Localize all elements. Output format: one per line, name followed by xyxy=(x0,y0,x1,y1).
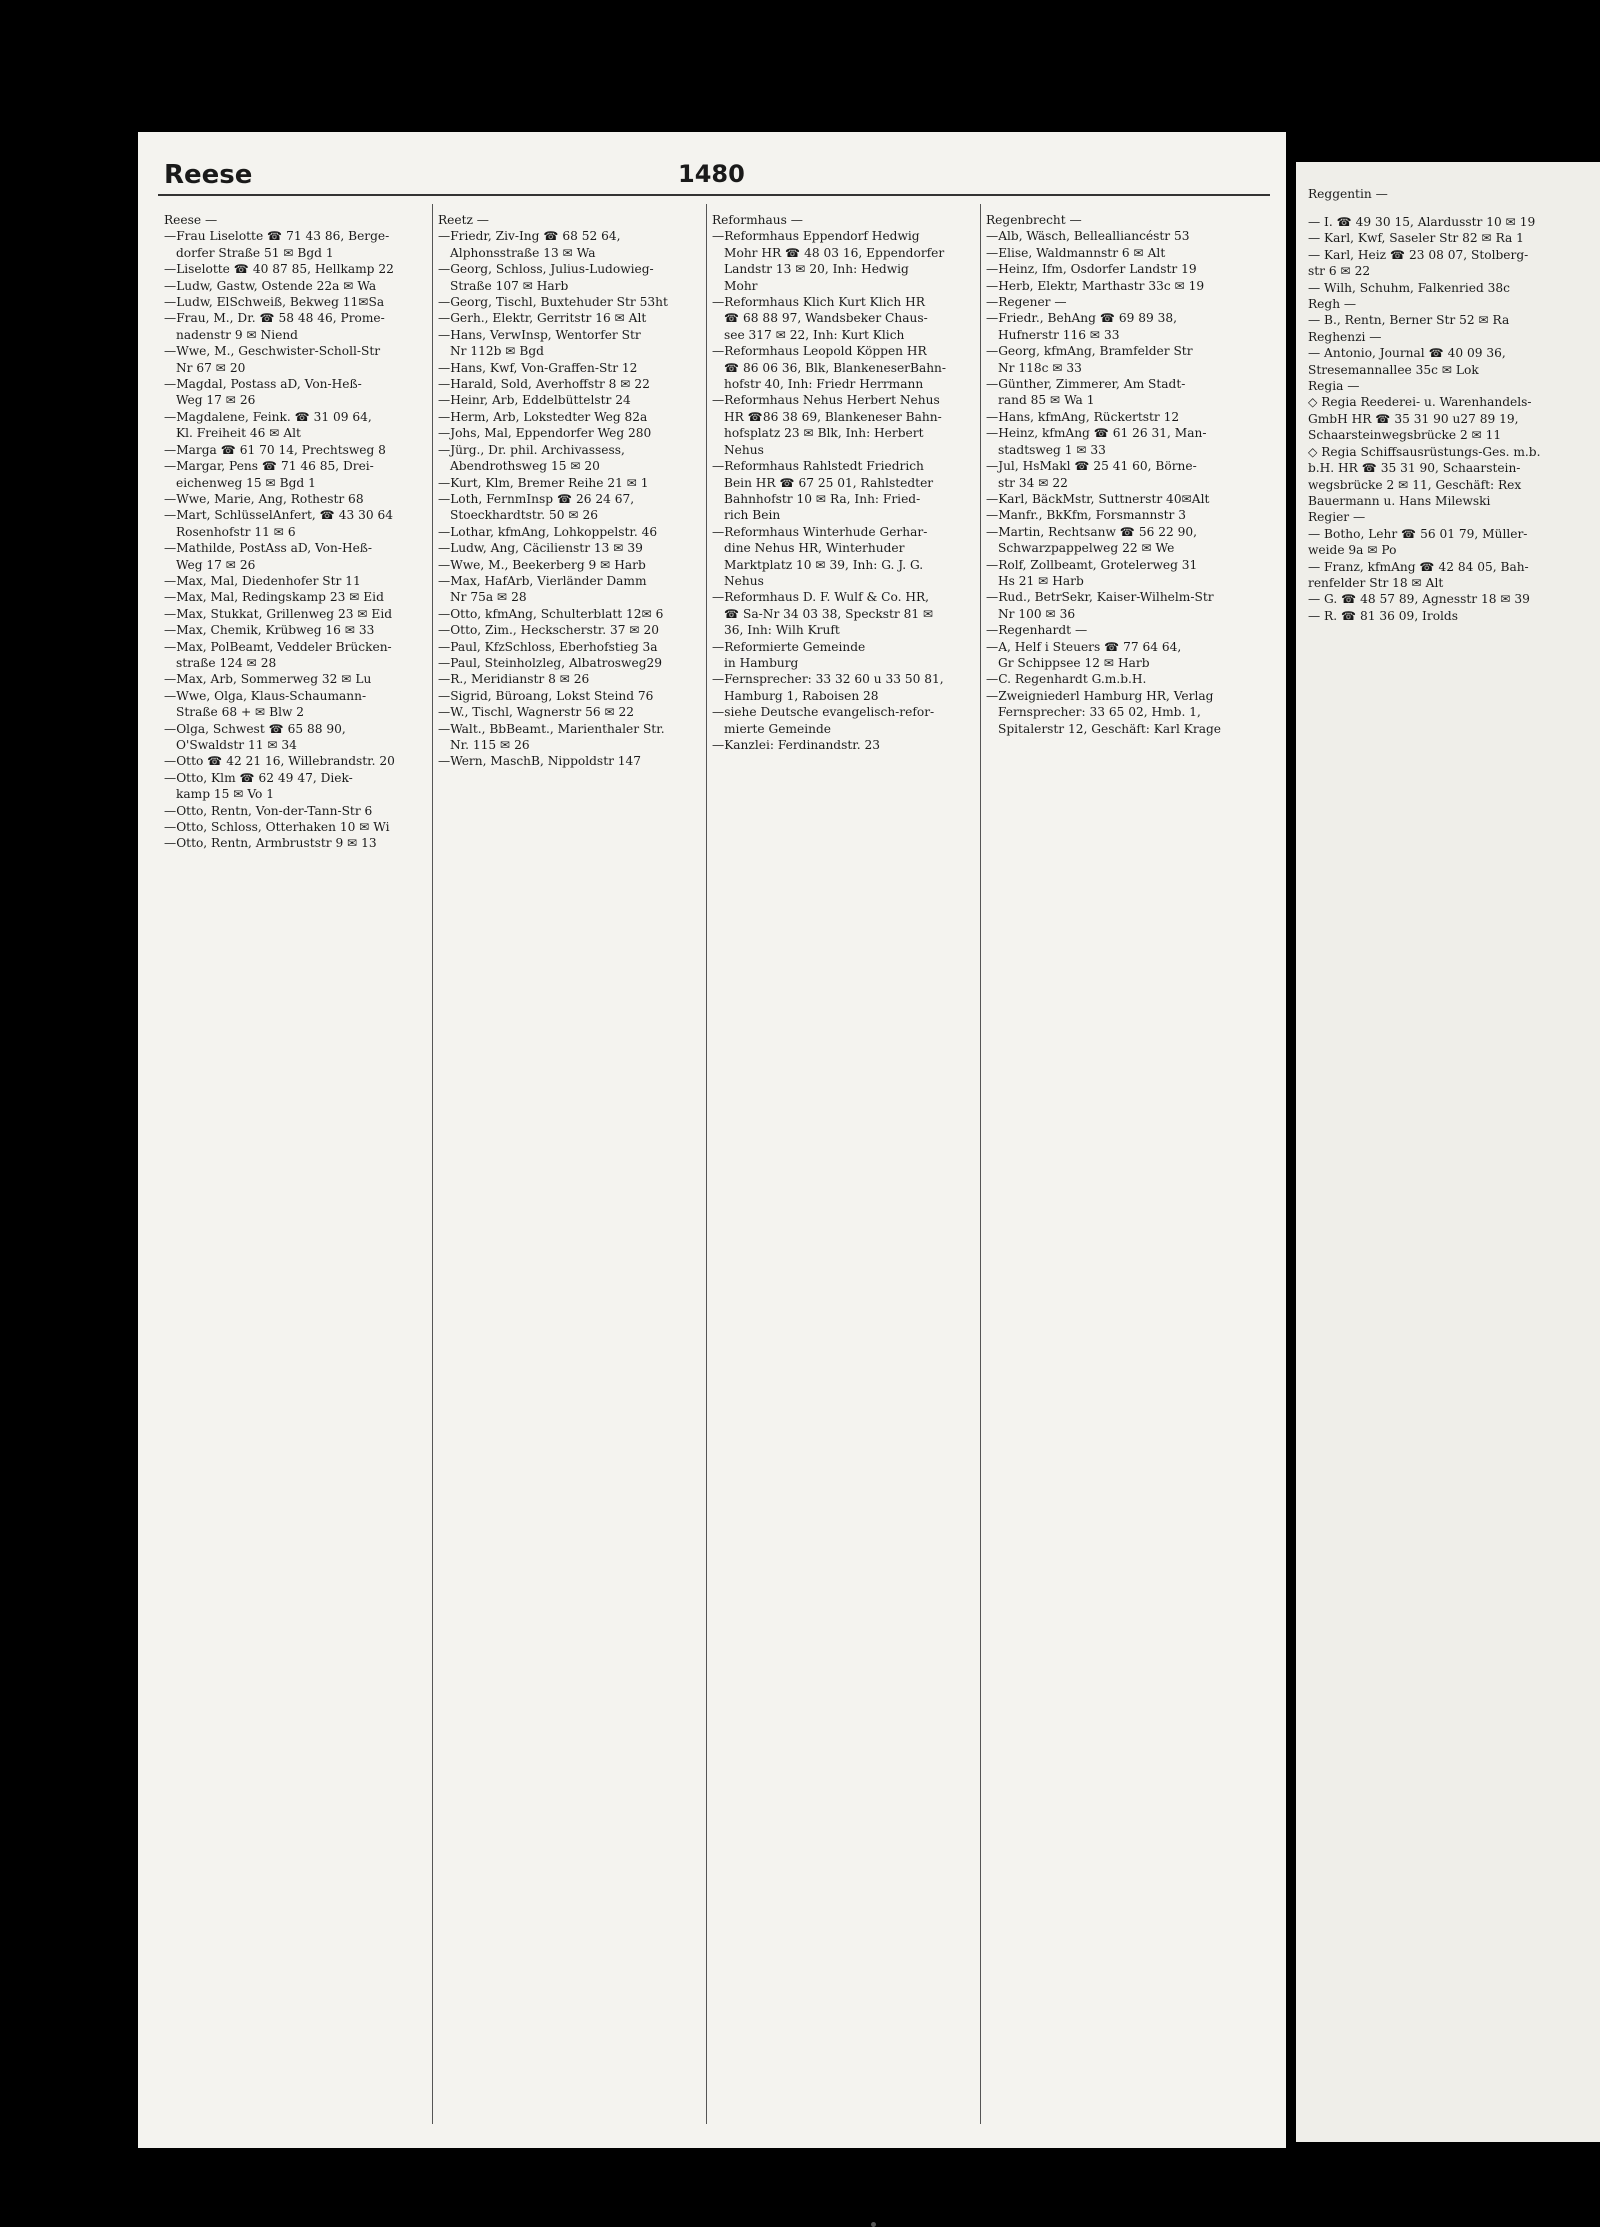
entry-line: nadenstr 9 ✉ Niend xyxy=(176,327,298,342)
directory-entry xyxy=(986,310,1258,343)
directory-entry xyxy=(438,688,710,704)
directory-entry xyxy=(164,835,436,851)
entry-line: Weg 17 ✉ 26 xyxy=(176,557,256,572)
entry-line: — Max, Chemik, Krübweg 16 ✉ 33 xyxy=(164,622,436,638)
entry-line: — Elise, Waldmannstr 6 ✉ Alt xyxy=(986,245,1258,261)
adjacent-entry-line: Stresemannallee 35c ✉ Lok xyxy=(1308,362,1479,377)
page-dot xyxy=(871,2222,876,2227)
entry-line: — Jul, HsMakl ☎ 25 41 60, Börne- xyxy=(986,458,1258,474)
entry-line: — Herm, Arb, Lokstedter Weg 82a xyxy=(438,409,710,425)
directory-entry xyxy=(438,376,710,392)
entry-line: — W., Tischl, Wagnerstr 56 ✉ 22 xyxy=(438,704,710,720)
entry-line: Gr Schippsee 12 ✉ Harb xyxy=(998,655,1150,670)
entry-line: — R., Meridianstr 8 ✉ 26 xyxy=(438,671,710,687)
entry-line: dorfer Straße 51 ✉ Bgd 1 xyxy=(176,245,334,260)
entry-line: — Kurt, Klm, Bremer Reihe 21 ✉ 1 xyxy=(438,475,710,491)
directory-entry xyxy=(986,688,1258,737)
directory-entry xyxy=(164,540,436,573)
entry-line: Bahnhofstr 10 ✉ Ra, Inh: Fried- xyxy=(724,491,921,506)
directory-entry xyxy=(986,228,1258,244)
directory-entry xyxy=(438,639,710,655)
directory-entry xyxy=(438,310,710,326)
adjacent-entry-line: — Antonio, Journal ☎ 40 09 36, xyxy=(1308,346,1506,361)
directory-entry xyxy=(438,655,710,671)
entry-line: — Loth, FernmInsp ☎ 26 24 67, xyxy=(438,491,710,507)
entry-line: — A, Helf i Steuers ☎ 77 64 64, xyxy=(986,639,1258,655)
entry-line: Rosenhofstr 11 ✉ 6 xyxy=(176,524,296,539)
entry-line: — C. Regenhardt G.m.b.H. xyxy=(986,671,1258,687)
entry-line: — Johs, Mal, Eppendorfer Weg 280 xyxy=(438,425,710,441)
entry-line: Hufnerstr 116 ✉ 33 xyxy=(998,327,1120,342)
directory-entry xyxy=(986,409,1258,425)
column-heading: Reese — xyxy=(164,213,218,227)
directory-entry xyxy=(164,442,436,458)
directory-entry xyxy=(438,360,710,376)
adjacent-entry-line: — G. ☎ 48 57 89, Agnesstr 18 ✉ 39 xyxy=(1308,592,1530,607)
directory-entry xyxy=(438,425,710,441)
entry-line: O'Swaldstr 11 ✉ 34 xyxy=(176,738,297,752)
entry-line: — siehe Deutsche evangelisch-refor- xyxy=(712,704,984,720)
directory-entry xyxy=(712,524,984,590)
directory-entry xyxy=(164,261,436,277)
entry-line: — Reformhaus Eppendorf Hedwig xyxy=(712,228,984,244)
directory-entry xyxy=(164,770,436,803)
entry-line: — Friedr, Ziv-Ing ☎ 68 52 64, xyxy=(438,228,710,244)
entry-line: eichenweg 15 ✉ Bgd 1 xyxy=(176,475,316,490)
directory-entry xyxy=(164,606,436,622)
directory-entry xyxy=(164,671,436,687)
entry-line: Schwarzpappelweg 22 ✉ We xyxy=(998,541,1175,556)
adjacent-entry-line: — B., Rentn, Berner Str 52 ✉ Ra xyxy=(1308,313,1510,328)
directory-entry xyxy=(712,228,984,294)
entry-line: — Rud., BetrSekr, Kaiser-Wilhelm-Str xyxy=(986,589,1258,605)
entry-line: — Ludw, Ang, Cäcilienstr 13 ✉ 39 xyxy=(438,540,710,556)
entry-line: Landstr 13 ✉ 20, Inh: Hedwig xyxy=(724,262,909,277)
entry-line: — Otto, Klm ☎ 62 49 47, Diek- xyxy=(164,770,436,786)
column-heading: Reetz — xyxy=(438,213,489,227)
entry-line: — Hans, VerwInsp, Wentorfer Str xyxy=(438,327,710,343)
directory-entry xyxy=(712,589,984,638)
entry-line: — Zweigniederl Hamburg HR, Verlag xyxy=(986,688,1258,704)
directory-entry xyxy=(986,507,1258,523)
adjacent-entry-line: ◇ Regia Reederei- u. Warenhandels- xyxy=(1308,395,1532,410)
column-heading: Reformhaus — xyxy=(712,213,803,227)
entry-line: — Heinz, Ifm, Osdorfer Landstr 19 xyxy=(986,261,1258,277)
entry-line: Nehus xyxy=(724,573,764,588)
entry-line: — Otto, Zim., Heckscherstr. 37 ✉ 20 xyxy=(438,622,710,638)
directory-entry xyxy=(712,671,984,704)
entry-line: kamp 15 ✉ Vo 1 xyxy=(176,787,274,802)
entry-line: — Gerh., Elektr, Gerritstr 16 ✉ Alt xyxy=(438,310,710,326)
entry-line: — Wern, MaschB, Nippoldstr 147 xyxy=(438,753,710,769)
entry-line: — Reformhaus Klich Kurt Klich HR xyxy=(712,294,984,310)
entry-line: Spitalerstr 12, Geschäft: Karl Krage xyxy=(998,721,1221,736)
adjacent-entry-line: renfelder Str 18 ✉ Alt xyxy=(1308,575,1444,590)
entry-line: — Max, HafArb, Vierländer Damm xyxy=(438,573,710,589)
directory-entry xyxy=(712,294,984,343)
directory-entry xyxy=(712,458,984,524)
adjacent-entry-line: GmbH HR ☎ 35 31 90 u27 89 19, xyxy=(1308,411,1519,426)
entry-line: — Liselotte ☎ 40 87 85, Hellkamp 22 xyxy=(164,261,436,277)
directory-entry xyxy=(438,491,710,524)
directory-entry xyxy=(712,392,984,458)
directory-entry xyxy=(164,409,436,442)
directory-entry xyxy=(438,228,710,261)
entry-line: — Marga ☎ 61 70 14, Prechtsweg 8 xyxy=(164,442,436,458)
adjacent-entry-line: ◇ Regia Schiffsausrüstungs-Ges. m.b. xyxy=(1308,444,1541,459)
directory-entry xyxy=(986,261,1258,277)
entry-line: — Reformhaus Winterhude Gerhar- xyxy=(712,524,984,540)
entry-line: — Max, Stukkat, Grillenweg 23 ✉ Eid xyxy=(164,606,436,622)
entry-line: see 317 ✉ 22, Inh: Kurt Klich xyxy=(724,327,905,342)
entry-line: — Heinz, kfmAng ☎ 61 26 31, Man- xyxy=(986,425,1258,441)
entry-line: ☎ 68 88 97, Wandsbeker Chaus- xyxy=(724,311,928,326)
adjacent-page-heading: Reggentin — xyxy=(1308,187,1388,201)
entry-line: — Paul, Steinholzleg, Albatrosweg29 xyxy=(438,655,710,671)
adjacent-page xyxy=(1296,162,1600,2142)
directory-entry xyxy=(438,557,710,573)
directory-entry xyxy=(164,376,436,409)
entry-line: — Olga, Schwest ☎ 65 88 90, xyxy=(164,721,436,737)
entry-line: Kl. Freiheit 46 ✉ Alt xyxy=(176,426,301,441)
directory-entry xyxy=(164,294,436,310)
entry-line: — Magdal, Postass aD, Von-Heß- xyxy=(164,376,436,392)
entry-line: — Alb, Wäsch, Bellealliancéstr 53 xyxy=(986,228,1258,244)
adjacent-entry-line: Regia — xyxy=(1308,379,1360,394)
entry-line: — Reformhaus Rahlstedt Friedrich xyxy=(712,458,984,474)
entry-line: — Max, Mal, Redingskamp 23 ✉ Eid xyxy=(164,589,436,605)
directory-entry xyxy=(986,458,1258,491)
column-2 xyxy=(438,212,710,770)
entry-line: — Frau, M., Dr. ☎ 58 48 46, Prome- xyxy=(164,310,436,326)
adjacent-entry-line: Regier — xyxy=(1308,510,1366,525)
directory-entry xyxy=(164,278,436,294)
directory-entry xyxy=(712,737,984,753)
directory-entry xyxy=(164,753,436,769)
entry-line: — Jürg., Dr. phil. Archivassess, xyxy=(438,442,710,458)
adjacent-entry-line: str 6 ✉ 22 xyxy=(1308,264,1371,279)
adjacent-entry-line: — Karl, Heiz ☎ 23 08 07, Stolberg- xyxy=(1308,247,1529,262)
directory-entry xyxy=(438,327,710,360)
entry-line: — Georg, Schloss, Julius-Ludowieg- xyxy=(438,261,710,277)
entry-line: — Max, Mal, Diedenhofer Str 11 xyxy=(164,573,436,589)
entry-line: rich Bein xyxy=(724,508,781,523)
directory-entry xyxy=(986,278,1258,294)
directory-entry xyxy=(986,524,1258,557)
entry-line: — Kanzlei: Ferdinandstr. 23 xyxy=(712,737,984,753)
entry-line: Stoeckhardtstr. 50 ✉ 26 xyxy=(450,508,599,523)
entry-line: Marktplatz 10 ✉ 39, Inh: G. J. G. xyxy=(724,557,924,572)
entry-line: — Reformhaus Leopold Köppen HR xyxy=(712,343,984,359)
directory-entry xyxy=(438,753,710,769)
directory-entry xyxy=(164,573,436,589)
directory-entry xyxy=(438,573,710,606)
directory-entry xyxy=(438,540,710,556)
entry-line: hofstr 40, Inh: Friedr Herrmann xyxy=(724,377,924,392)
directory-entry xyxy=(164,803,436,819)
entry-line: Mohr xyxy=(724,278,758,293)
directory-entry xyxy=(712,343,984,392)
entry-line: — Margar, Pens ☎ 71 46 85, Drei- xyxy=(164,458,436,474)
adjacent-entry-line: — Wilh, Schuhm, Falkenried 38c xyxy=(1308,280,1510,295)
column-4 xyxy=(986,212,1258,737)
running-head-surname: Reese xyxy=(164,160,253,190)
entry-line: Weg 17 ✉ 26 xyxy=(176,393,256,408)
directory-entry xyxy=(164,310,436,343)
directory-entry xyxy=(164,507,436,540)
directory-entry xyxy=(164,228,436,261)
adjacent-entry-line: Schaarsteinwegsbrücke 2 ✉ 11 xyxy=(1308,428,1502,443)
entry-line: Alphonsstraße 13 ✉ Wa xyxy=(450,245,596,260)
entry-line: Nehus xyxy=(724,442,764,457)
column-1 xyxy=(164,212,436,852)
entry-line: Fernsprecher: 33 65 02, Hmb. 1, xyxy=(998,705,1201,720)
entry-line: — Georg, kfmAng, Bramfelder Str xyxy=(986,343,1258,359)
entry-line: Bein HR ☎ 67 25 01, Rahlstedter xyxy=(724,475,934,490)
directory-entry xyxy=(438,524,710,540)
directory-entry xyxy=(438,606,710,622)
entry-line: — Otto, Rentn, Von-der-Tann-Str 6 xyxy=(164,803,436,819)
entry-line: straße 124 ✉ 28 xyxy=(176,655,277,670)
entry-line: — Hans, Kwf, Von-Graffen-Str 12 xyxy=(438,360,710,376)
directory-entry xyxy=(438,392,710,408)
adjacent-entry-line: b.H. HR ☎ 35 31 90, Schaarstein- xyxy=(1308,461,1521,476)
entry-line: — Wwe, M., Beekerberg 9 ✉ Harb xyxy=(438,557,710,573)
entry-line: — Max, Arb, Sommerweg 32 ✉ Lu xyxy=(164,671,436,687)
adjacent-entry-line: — Botho, Lehr ☎ 56 01 79, Müller- xyxy=(1308,526,1528,541)
column-3 xyxy=(712,212,984,753)
entry-line: — Ludw, ElSchweiß, Bekweg 11✉Sa xyxy=(164,294,436,310)
directory-entry xyxy=(438,409,710,425)
entry-line: — Fernsprecher: 33 32 60 u 33 50 81, xyxy=(712,671,984,687)
entry-line: — Herb, Elektr, Marthastr 33c ✉ 19 xyxy=(986,278,1258,294)
adjacent-entry-line: — Karl, Kwf, Saseler Str 82 ✉ Ra 1 xyxy=(1308,231,1524,246)
directory-entry xyxy=(986,589,1258,622)
entry-line: hofsplatz 23 ✉ Blk, Inh: Herbert xyxy=(724,426,924,441)
adjacent-entry-line: — Franz, kfmAng ☎ 42 84 05, Bah- xyxy=(1308,559,1529,574)
entry-line: in Hamburg xyxy=(724,655,799,670)
adjacent-entry-line: — R. ☎ 81 36 09, Irolds xyxy=(1308,608,1458,623)
directory-entry xyxy=(438,704,710,720)
entry-line: Straße 68 + ✉ Blw 2 xyxy=(176,705,305,720)
directory-entry xyxy=(986,639,1258,672)
adjacent-entry-line: Reghenzi — xyxy=(1308,329,1382,344)
entry-line: 36, Inh: Wilh Kruft xyxy=(724,623,840,638)
directory-entry xyxy=(164,343,436,376)
page-number: 1480 xyxy=(678,160,745,188)
entry-line: — Reformhaus Nehus Herbert Nehus xyxy=(712,392,984,408)
adjacent-entry-line: Regh — xyxy=(1308,297,1357,312)
entry-line: — Wwe, Olga, Klaus-Schaumann- xyxy=(164,688,436,704)
entry-line: — Heinr, Arb, Eddelbüttelstr 24 xyxy=(438,392,710,408)
directory-entry xyxy=(164,721,436,754)
entry-line: — Max, PolBeamt, Veddeler Brücken- xyxy=(164,639,436,655)
entry-line: ☎ Sa-Nr 34 03 38, Speckstr 81 ✉ xyxy=(724,606,934,621)
directory-entry xyxy=(438,721,710,754)
entry-line: — Paul, KfzSchloss, Eberhofstieg 3a xyxy=(438,639,710,655)
entry-line: Nr 75a ✉ 28 xyxy=(450,590,527,605)
entry-line: — Ludw, Gastw, Ostende 22a ✉ Wa xyxy=(164,278,436,294)
entry-line: — Rolf, Zollbeamt, Grotelerweg 31 xyxy=(986,557,1258,573)
entry-line: — Mart, SchlüsselAnfert, ☎ 43 30 64 xyxy=(164,507,436,523)
entry-line: Nr 118c ✉ 33 xyxy=(998,360,1082,375)
entry-line: stadtsweg 1 ✉ 33 xyxy=(998,442,1106,457)
entry-line: HR ☎86 38 69, Blankeneser Bahn- xyxy=(724,409,942,424)
entry-line: Hamburg 1, Raboisen 28 xyxy=(724,688,879,703)
entry-line: — Günther, Zimmerer, Am Stadt- xyxy=(986,376,1258,392)
directory-entry xyxy=(712,704,984,737)
entry-line: — Otto ☎ 42 21 16, Willebrandstr. 20 xyxy=(164,753,436,769)
directory-entry xyxy=(986,557,1258,590)
entry-line: Hs 21 ✉ Harb xyxy=(998,573,1084,588)
directory-entry xyxy=(438,442,710,475)
entry-line: Nr 112b ✉ Bgd xyxy=(450,344,544,359)
entry-line: — Magdalene, Feink. ☎ 31 09 64, xyxy=(164,409,436,425)
entry-line: — Regener — xyxy=(986,294,1258,310)
directory-entry xyxy=(164,688,436,721)
directory-entry xyxy=(986,425,1258,458)
entry-line: — Otto, Schloss, Otterhaken 10 ✉ Wi xyxy=(164,819,436,835)
entry-line: — Mathilde, PostAss aD, Von-Heß- xyxy=(164,540,436,556)
adjacent-entry-line: Bauermann u. Hans Milewski xyxy=(1308,493,1491,508)
directory-page xyxy=(138,132,1286,2148)
directory-entry xyxy=(986,622,1258,638)
directory-entry xyxy=(438,475,710,491)
directory-entry xyxy=(164,622,436,638)
entry-line: — Wwe, M., Geschwister-Scholl-Str xyxy=(164,343,436,359)
directory-entry xyxy=(438,261,710,294)
entry-line: rand 85 ✉ Wa 1 xyxy=(998,393,1095,408)
directory-entry xyxy=(986,671,1258,687)
entry-line: — Friedr., BehAng ☎ 69 89 38, xyxy=(986,310,1258,326)
entry-line: — Frau Liselotte ☎ 71 43 86, Berge- xyxy=(164,228,436,244)
directory-entry xyxy=(986,491,1258,507)
entry-line: mierte Gemeinde xyxy=(724,721,831,736)
adjacent-page-column xyxy=(1308,214,1600,624)
entry-line: — Manfr., BkKfm, Forsmannstr 3 xyxy=(986,507,1258,523)
entry-line: — Lothar, kfmAng, Lohkoppelstr. 46 xyxy=(438,524,710,540)
page-header xyxy=(138,132,1286,194)
entry-line: Mohr HR ☎ 48 03 16, Eppendorfer xyxy=(724,245,945,260)
adjacent-entry-line: weide 9a ✉ Po xyxy=(1308,543,1397,558)
header-rule xyxy=(158,194,1270,196)
directory-entry xyxy=(986,376,1258,409)
entry-line: dine Nehus HR, Winterhuder xyxy=(724,541,905,556)
entry-line: — Georg, Tischl, Buxtehuder Str 53ht xyxy=(438,294,710,310)
entry-line: Nr 67 ✉ 20 xyxy=(176,360,246,375)
entry-line: Abendrothsweg 15 ✉ 20 xyxy=(450,459,600,474)
entry-line: — Wwe, Marie, Ang, Rothestr 68 xyxy=(164,491,436,507)
entry-line: ☎ 86 06 36, Blk, BlankeneserBahn- xyxy=(724,360,947,375)
entry-line: — Martin, Rechtsanw ☎ 56 22 90, xyxy=(986,524,1258,540)
directory-entry xyxy=(164,819,436,835)
directory-entry xyxy=(438,294,710,310)
column-heading: Regenbrecht — xyxy=(986,213,1082,227)
entry-line: — Regenhardt — xyxy=(986,622,1258,638)
entry-line: — Karl, BäckMstr, Suttnerstr 40✉Alt xyxy=(986,491,1258,507)
directory-entry xyxy=(986,245,1258,261)
entry-line: — Sigrid, Büroang, Lokst Steind 76 xyxy=(438,688,710,704)
directory-entry xyxy=(164,589,436,605)
entry-line: Nr 100 ✉ 36 xyxy=(998,606,1076,621)
directory-entry xyxy=(164,639,436,672)
entry-line: Nr. 115 ✉ 26 xyxy=(450,738,530,752)
entry-line: — Hans, kfmAng, Rückertstr 12 xyxy=(986,409,1258,425)
entry-line: — Reformierte Gemeinde xyxy=(712,639,984,655)
directory-entry xyxy=(164,458,436,491)
directory-entry xyxy=(986,294,1258,310)
entry-line: — Otto, kfmAng, Schulterblatt 12✉ 6 xyxy=(438,606,710,622)
entry-line: — Reformhaus D. F. Wulf & Co. HR, xyxy=(712,589,984,605)
directory-entry xyxy=(712,639,984,672)
entry-line: str 34 ✉ 22 xyxy=(998,475,1068,490)
directory-entry xyxy=(164,491,436,507)
entry-line: Straße 107 ✉ Harb xyxy=(450,278,569,293)
adjacent-entry-line: wegsbrücke 2 ✉ 11, Geschäft: Rex xyxy=(1308,477,1522,492)
entry-line: — Otto, Rentn, Armbruststr 9 ✉ 13 xyxy=(164,835,436,851)
entry-line: — Harald, Sold, Averhoffstr 8 ✉ 22 xyxy=(438,376,710,392)
entry-line: — Walt., BbBeamt., Marienthaler Str. xyxy=(438,721,710,737)
directory-entry xyxy=(438,622,710,638)
adjacent-entry-line: — I. ☎ 49 30 15, Alardusstr 10 ✉ 19 xyxy=(1308,215,1536,229)
directory-entry xyxy=(986,343,1258,376)
directory-entry xyxy=(438,671,710,687)
